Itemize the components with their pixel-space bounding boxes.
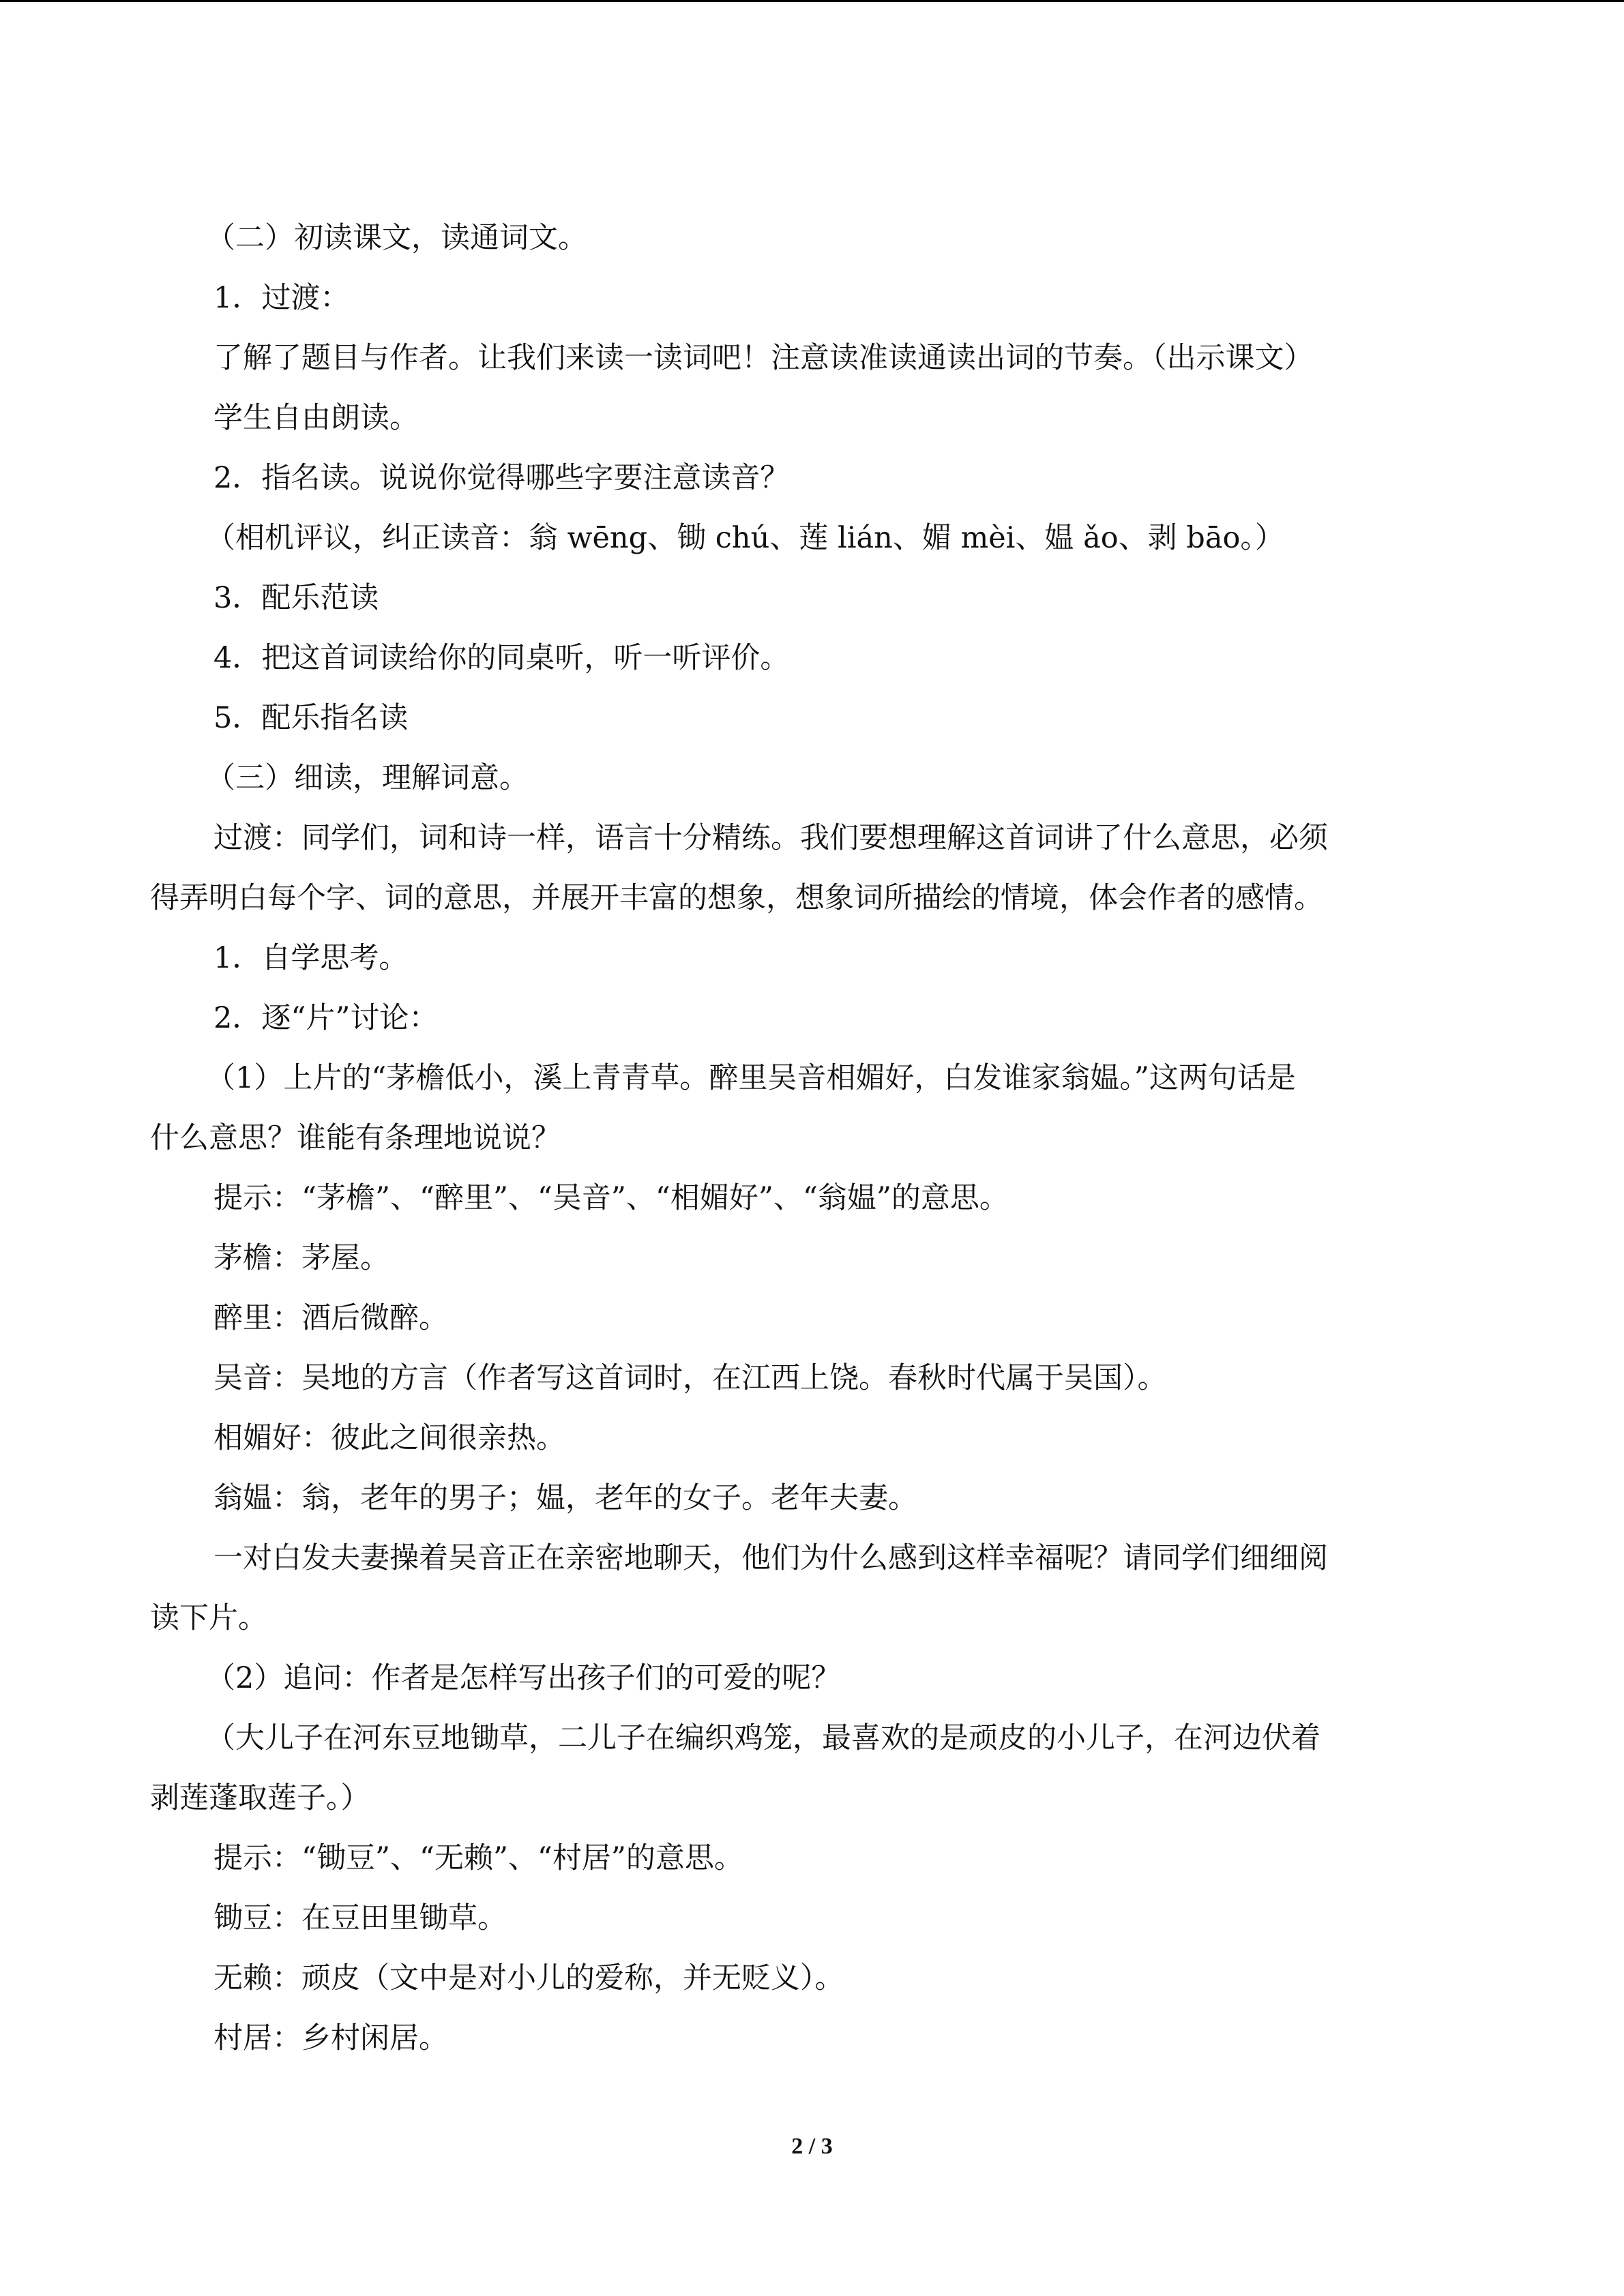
paragraph-line: 提示：“锄豆”、“无赖”、“村居”的意思。 xyxy=(213,1841,743,1875)
paragraph-line: 锄豆：在豆田里锄草。 xyxy=(213,1901,507,1935)
document-body xyxy=(150,208,1460,2068)
paragraph-line: 剥莲蓬取莲子。） xyxy=(150,1781,370,1815)
paragraph-line: 2．逐“片”讨论： xyxy=(213,1001,439,1035)
paragraph-line: 茅檐：茅屋。 xyxy=(213,1241,389,1275)
paragraph-line: 得弄明白每个字、词的意思，并展开丰富的想象，想象词所描绘的情境，体会作者的感情。 xyxy=(150,881,1323,915)
paragraph-line: 醉里：酒后微醉。 xyxy=(213,1301,448,1335)
paragraph-line: 提示：“茅檐”、“醉里”、“吴音”、“相媚好”、“翁媪”的意思。 xyxy=(213,1181,1009,1215)
paragraph-line: 无赖：顽皮（文中是对小儿的爱称，并无贬义）。 xyxy=(213,1961,844,1995)
paragraph-line: 相媚好：彼此之间很亲热。 xyxy=(213,1421,565,1455)
paragraph-line: （2）追问：作者是怎样写出孩子们的可爱的呢？ xyxy=(206,1661,841,1695)
paragraph-line: 读下片。 xyxy=(150,1601,267,1635)
paragraph-line: 村居：乡村闲居。 xyxy=(213,2021,448,2055)
paragraph-line: 什么意思？谁能有条理地说说？ xyxy=(150,1121,561,1155)
paragraph-line: 1．自学思考。 xyxy=(213,941,409,975)
paragraph-line: 4．把这首词读给你的同桌听，听一听评价。 xyxy=(213,641,790,675)
paragraph-line: 吴音：吴地的方言（作者写这首词时，在江西上饶。春秋时代属于吴国）。 xyxy=(213,1361,1167,1395)
page-number: 2 / 3 xyxy=(791,2134,833,2159)
paragraph-line: 一对白发夫妻操着吴音正在亲密地聊天，他们为什么感到这样幸福呢？请同学们细细阅 xyxy=(213,1541,1328,1575)
section-heading: （二）初读课文，读通词文。 xyxy=(206,221,587,255)
paragraph-line: 2．指名读。说说你觉得哪些字要注意读音？ xyxy=(213,461,790,495)
paragraph-line: 了解了题目与作者。让我们来读一读词吧！注意读准读通读出词的节奏。（出示课文） xyxy=(213,341,1314,375)
paragraph-line: 学生自由朗读。 xyxy=(213,401,419,435)
section-heading: （三）细读，理解词意。 xyxy=(206,761,529,795)
paragraph-line: 1．过渡： xyxy=(213,281,350,315)
page-top-border xyxy=(0,0,1624,2)
paragraph-line: 翁媪：翁，老年的男子；媪，老年的女子。老年夫妻。 xyxy=(213,1481,917,1515)
paragraph-line: 5．配乐指名读 xyxy=(213,701,409,735)
paragraph-line: （大儿子在河东豆地锄草，二儿子在编织鸡笼，最喜欢的是顽皮的小儿子，在河边伏着 xyxy=(206,1721,1320,1755)
paragraph-line: 过渡：同学们，词和诗一样，语言十分精练。我们要想理解这首词讲了什么意思，必须 xyxy=(213,821,1328,855)
paragraph-line: 3．配乐范读 xyxy=(213,581,379,615)
paragraph-line: （相机评议，纠正读音：翁 wēng、锄 chú、莲 lián、媚 mèi、媪 ǎo、剥 bāo。） xyxy=(206,521,1284,555)
paragraph-line: （1）上片的“茅檐低小，溪上青青草。醉里吴音相媚好，白发谁家翁媪。”这两句话是 xyxy=(206,1061,1296,1095)
